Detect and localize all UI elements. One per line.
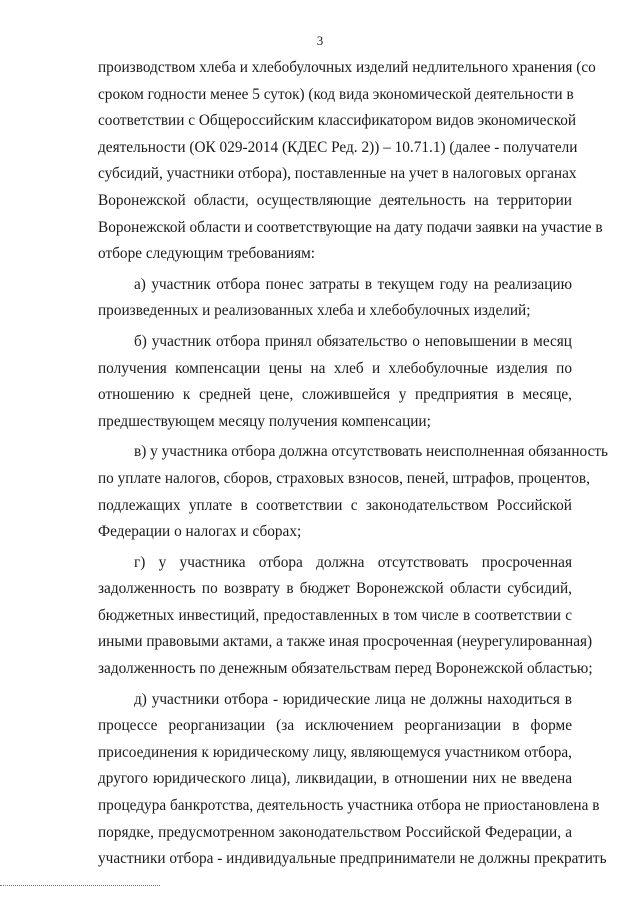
text-line: другого юридического лица), ликвидации, в отношении них не введена	[98, 770, 572, 788]
text-line: задолженность по возврату в бюджет Воронежской области субсидий,	[98, 580, 572, 598]
text-line: Федерации о налогах и сборах;	[98, 523, 302, 541]
text-line: произведенных и реализованных хлеба и хлебобулочных изделий;	[98, 302, 531, 320]
text-line: в) у участника отбора должна отсутствовать неисполненная обязанность	[134, 443, 609, 461]
text-line: б) участник отбора принял обязательство о неповышении в месяц	[134, 332, 572, 350]
paragraph-item-v	[98, 439, 609, 545]
text-line: производством хлеба и хлебобулочных изделий недлительного хранения (со	[98, 59, 596, 76]
text-line: порядке, предусмотренном законодательством Российской Федерации, а	[98, 823, 572, 841]
text-line: бюджетных инвестиций, предоставленных в том числе в соответствии с	[98, 606, 572, 624]
text-line: сроком годности менее 5 суток) (код вида экономической деятельности в	[98, 85, 574, 103]
text-line: деятельности (ОК 029-2014 (КДЕС Ред. 2)) – 10.71.1) (далее - получатели	[98, 138, 578, 156]
text-line: Воронежской области, осуществляющие деятельность на территории	[98, 191, 572, 209]
text-line: субсидий, участники отбора), поставленные на учет в налоговых органах	[98, 165, 577, 183]
paragraph-intro	[98, 55, 603, 268]
text-line: г) у участника отбора должна отсутствовать просроченная	[134, 553, 572, 571]
paragraph-item-g	[98, 550, 593, 683]
text-line: по уплате налогов, сборов, страховых взносов, пеней, штрафов, процентов,	[98, 469, 590, 487]
document-body	[98, 55, 609, 873]
text-line: присоединения к юридическому лицу, являющемуся участником отбора,	[98, 743, 572, 761]
text-line: иными правовыми актами, а также иная просроченная (неурегулированная)	[98, 633, 593, 651]
text-line: предшествующем месяцу получения компенсации;	[98, 412, 431, 430]
text-line: задолженность по денежным обязательствам перед Воронежской областью;	[98, 660, 593, 678]
paragraph-item-b	[98, 329, 572, 435]
text-line: Воронежской области и соответствующие на дату подачи заявки на участие в	[98, 218, 603, 236]
text-line: процессе реорганизации (за исключением реорганизации в форме	[98, 717, 572, 735]
footer-rule	[0, 885, 160, 886]
paragraph-item-d	[98, 687, 607, 873]
paragraph-item-a	[98, 272, 572, 325]
text-line: д) участники отбора - юридические лица не должны находиться в	[134, 690, 572, 708]
page-number: 3	[316, 33, 324, 48]
text-line: получения компенсации цены на хлеб и хлебобулочные изделия по	[98, 359, 572, 377]
text-line: подлежащих уплате в соответствии с законодательством Российской	[98, 496, 572, 514]
text-line: а) участник отбора понес затраты в текущем году на реализацию	[134, 275, 572, 293]
text-line: соответствии с Общероссийским классификатором видов экономической	[98, 112, 577, 130]
text-line: процедура банкротства, деятельность участника отбора не приостановлена в	[98, 797, 600, 815]
text-line: отношению к средней цене, сложившейся у предприятия в месяце,	[98, 386, 572, 404]
text-line: отборе следующим требованиям:	[98, 245, 316, 263]
text-line: участники отбора - индивидуальные предприниматели не должны прекратить	[98, 850, 607, 868]
